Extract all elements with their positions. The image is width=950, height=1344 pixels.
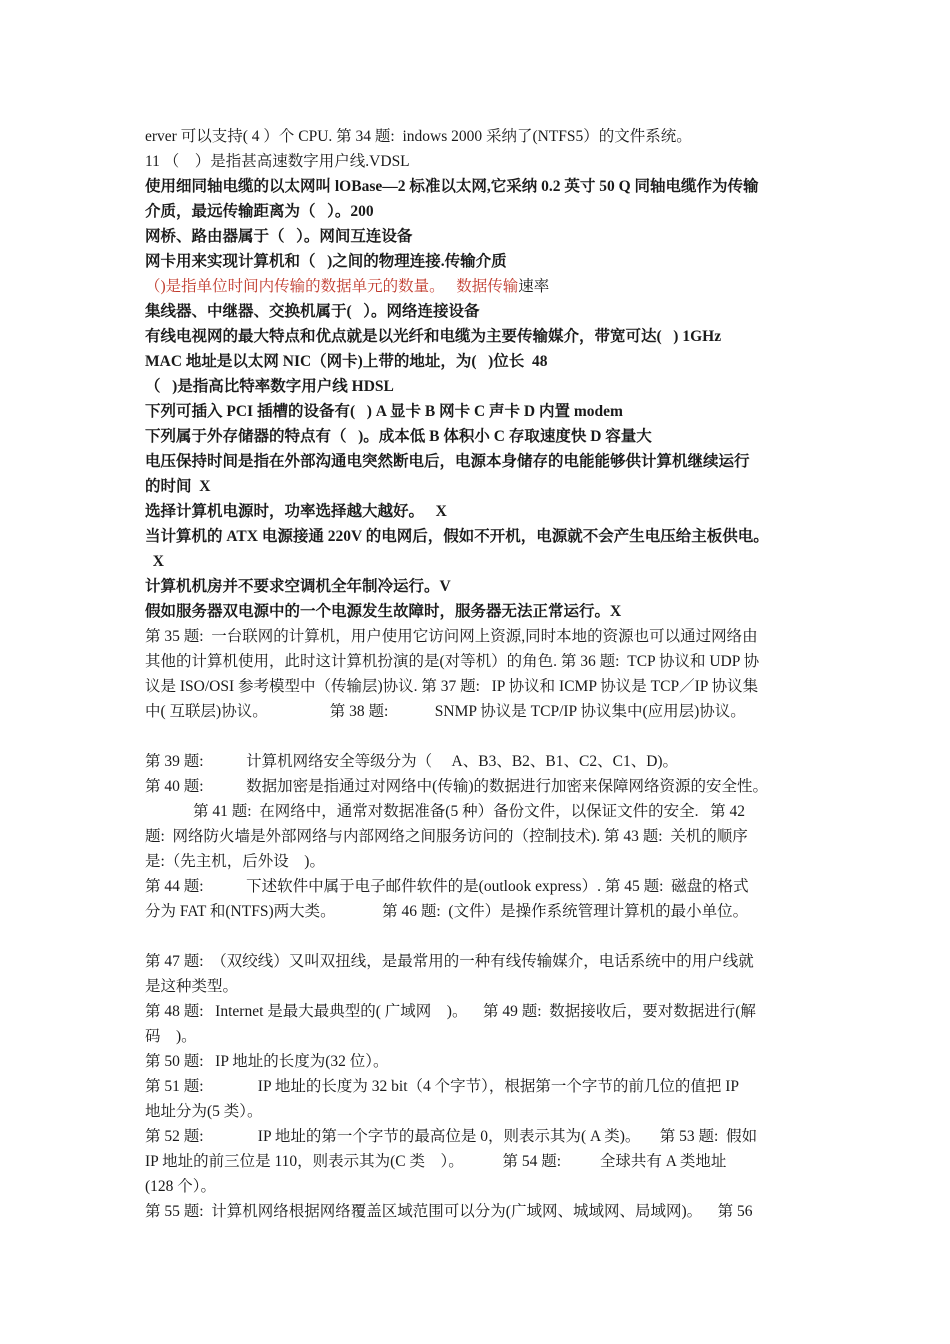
text-line: 第 40 题: 数据加密是指通过对网络中(传输)的数据进行加密来保障网络资源的安全性。 (145, 778, 769, 795)
text-line: 第 52 题: IP 地址的第一个字节的最高位是 0，则表示其为( A 类)。 第 53 题: 假如 (145, 1128, 758, 1145)
text-line: 是这种类型。 (145, 978, 239, 995)
text-line: 题: 网络防火墙是外部网络与内部网络之间服务访问的（控制技术). 第 43 题: 关机的顺序 (145, 828, 748, 845)
text-line: 中( 互联层)协议。 第 38 题: SNMP 协议是 TCP/IP 协议集中(应用层)协议。 (145, 703, 746, 720)
red-text: （)是指单位时间内传输的数据单元的数量。 数据传输 (145, 278, 519, 295)
text-line: 第 47 题: （双绞线）又叫双扭线，是最常用的一种有线传输媒介，电话系统中的用户线就 (145, 953, 754, 970)
text-line: 码 )。 (145, 1028, 197, 1045)
text-line: 第 55 题: 计算机网络根据网络覆盖区域范围可以分为(广域网、城域网、局域网)。 第 56 (145, 1203, 753, 1220)
text-line: 计算机机房并不要求空调机全年制冷运行。V (145, 578, 451, 595)
text-line: 11 （ ）是指甚高速数字用户线.VDSL (145, 153, 410, 170)
text-line: 当计算机的 ATX 电源接通 220V 的电网后，假如不开机，电源就不会产生电压给主板供电。 (145, 528, 769, 545)
text-line: 的时间 X (145, 478, 211, 495)
text-line: 下列属于外存储器的特点有（ )。成本低 B 体积小 C 存取速度快 D 容量大 (145, 428, 652, 445)
text-line: 下列可插入 PCI 插槽的设备有( ) A 显卡 B 网卡 C 声卡 D 内置 modem (145, 403, 623, 420)
text-line: 第 48 题: Internet 是最大最典型的( 广域网 )。 第 49 题: 数据接收后，要对数据进行(解 (145, 1003, 756, 1020)
text-line: X (145, 553, 164, 570)
text-line: 第 35 题: 一台联网的计算机，用户使用它访问网上资源,同时本地的资源也可以通过网络由 (145, 628, 758, 645)
text-line: 选择计算机电源时，功率选择越大越好。 X (145, 503, 447, 520)
text-line: 第 44 题: 下述软件中属于电子邮件软件的是(outlook express）. 第 45 题: 磁盘的格式 (145, 878, 749, 895)
text-line: 第 39 题: 计算机网络安全等级分为（ A、B3、B2、B1、C2、C1、D)。 (145, 753, 679, 770)
text-line: 第 41 题: 在网络中，通常对数据准备(5 种）备份文件，以保证文件的安全. 第 42 (193, 803, 745, 820)
text-line: 第 51 题: IP 地址的长度为 32 bit（4 个字节），根据第一个字节的前几位的值把 IP (145, 1078, 740, 1095)
text-line: 第 50 题: IP 地址的长度为(32 位）。 (145, 1053, 389, 1070)
text-line: IP 地址的前三位是 110，则表示其为(C 类 ）。 第 54 题: 全球共有 A 类地址 (145, 1153, 727, 1170)
text-line: 网桥、路由器属于（ ）。网间互连设备 (145, 228, 413, 245)
text-line: 其他的计算机使用，此时这计算机扮演的是(对等机）的角色. 第 36 题: TCP 协议和 UDP 协 (145, 653, 760, 670)
text-line: 是:（先主机，后外设 )。 (145, 853, 325, 870)
document-body (145, 124, 825, 1224)
text-line-highlight (145, 274, 825, 299)
text-line: 集线器、中继器、交换机属于( ）。网络连接设备 (145, 303, 480, 320)
text-line: 分为 FAT 和(NTFS)两大类。 第 46 题: (文件）是操作系统管理计算机的最小单位。 (145, 903, 749, 920)
blank-line (145, 924, 825, 949)
text-line: 电压保持时间是指在外部沟通电突然断电后，电源本身储存的电能能够供计算机继续运行 (145, 453, 750, 470)
blank-line (145, 724, 825, 749)
text-line: 网卡用来实现计算机和（ )之间的物理连接.传输介质 (145, 253, 507, 270)
text-line: 有线电视网的最大特点和优点就是以光纤和电缆为主要传输媒介，带宽可达( ) 1GHz (145, 328, 722, 345)
text-line: 使用细同轴电缆的以太网叫 lOBase—2 标准以太网,它采纳 0.2 英寸 50 Q 同轴电缆作为传输 (145, 178, 759, 195)
text-line: erver 可以支持( 4 ）个 CPU. 第 34 题: indows 2000 采纳了(NTFS5）的文件系统。 (145, 128, 692, 145)
text-line: 假如服务器双电源中的一个电源发生故障时，服务器无法正常运行。X (145, 603, 622, 620)
text-line: 议是 ISO/OSI 参考模型中（传输层)协议. 第 37 题: IP 协议和 ICMP 协议是 TCP／IP 协议集 (145, 678, 759, 695)
text-line: 地址分为(5 类）。 (145, 1103, 263, 1120)
text-line: MAC 地址是以太网 NIC（网卡)上带的地址，为( )位长 48 (145, 353, 548, 370)
text-line: （ )是指高比特率数字用户线 HDSL (145, 378, 394, 395)
plain-text: 速率 (518, 278, 550, 295)
text-line: 介质，最远传输距离为（ ）。200 (145, 203, 374, 220)
text-line: (128 个）。 (145, 1178, 217, 1195)
